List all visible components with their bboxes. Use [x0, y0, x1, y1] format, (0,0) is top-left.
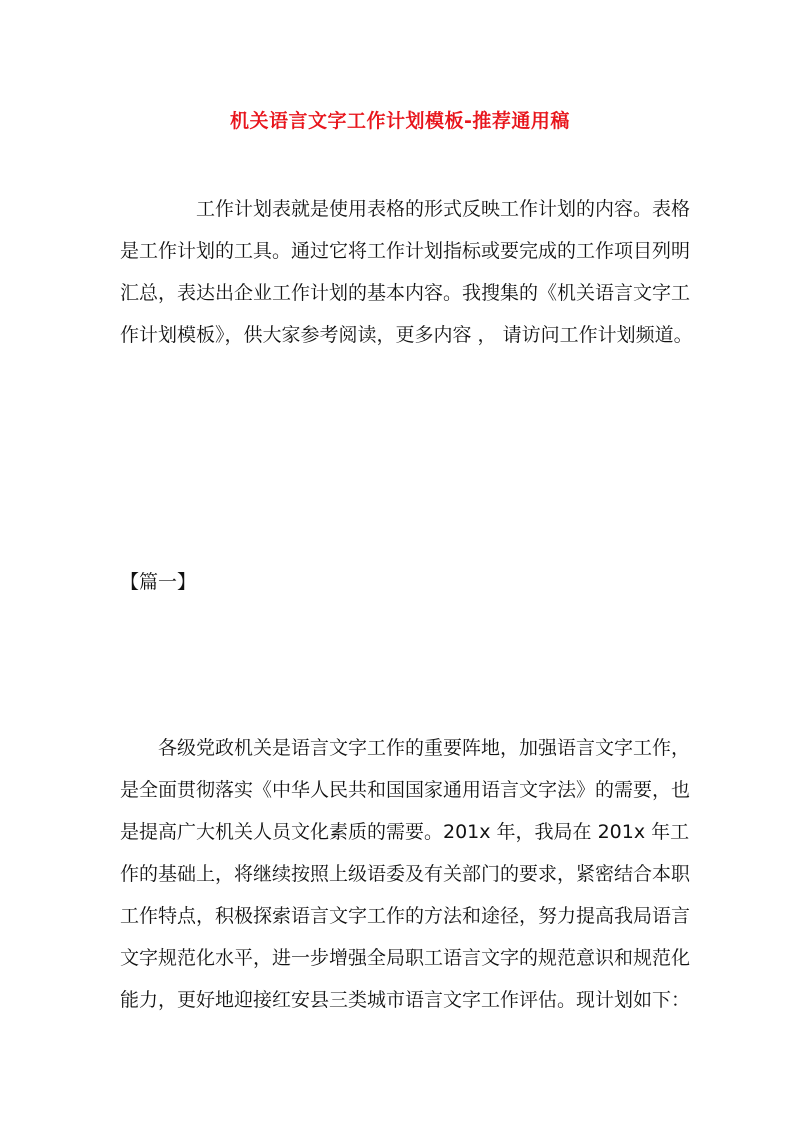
body-line: 是提高广大机关人员文化素质的需要。201x 年，我局在 201x 年工 [120, 821, 690, 843]
intro-line: 作计划模板》，供大家参考阅读，更多内容 ， 请访问工作计划频道。 [120, 324, 693, 346]
body-line: 能力，更好地迎接红安县三类城市语言文字工作评估。现计划如下： [120, 989, 691, 1011]
body-line: 文字规范化水平，进一步增强全局职工语言文字的规范意识和规范化 [120, 947, 691, 969]
body-paragraph [120, 727, 690, 1021]
body-line: 工作特点，积极探索语言文字工作的方法和途径，努力提高我局语言 [120, 905, 691, 927]
document-title: 机关语言文字工作计划模板-推荐通用稿 [230, 110, 570, 132]
intro-line: 是工作计划的工具。通过它将工作计划指标或要完成的工作项目列明 [120, 240, 691, 262]
body-line: 是全面贯彻落实《中华人民共和国国家通用语言文字法》的需要，也 [120, 779, 691, 801]
section-heading: 【篇一】 [120, 571, 197, 593]
body-line: 各级党政机关是语言文字工作的重要阵地，加强语言文字工作， [120, 737, 691, 759]
intro-line: 汇总，表达出企业工作计划的基本内容。我搜集的《机关语言文字工 [120, 282, 691, 304]
body-line: 作的基础上，将继续按照上级语委及有关部门的要求，紧密结合本职 [120, 863, 691, 885]
intro-paragraph [120, 188, 693, 356]
intro-line: 工作计划表就是使用表格的形式反映工作计划的内容。表格 [120, 198, 691, 220]
